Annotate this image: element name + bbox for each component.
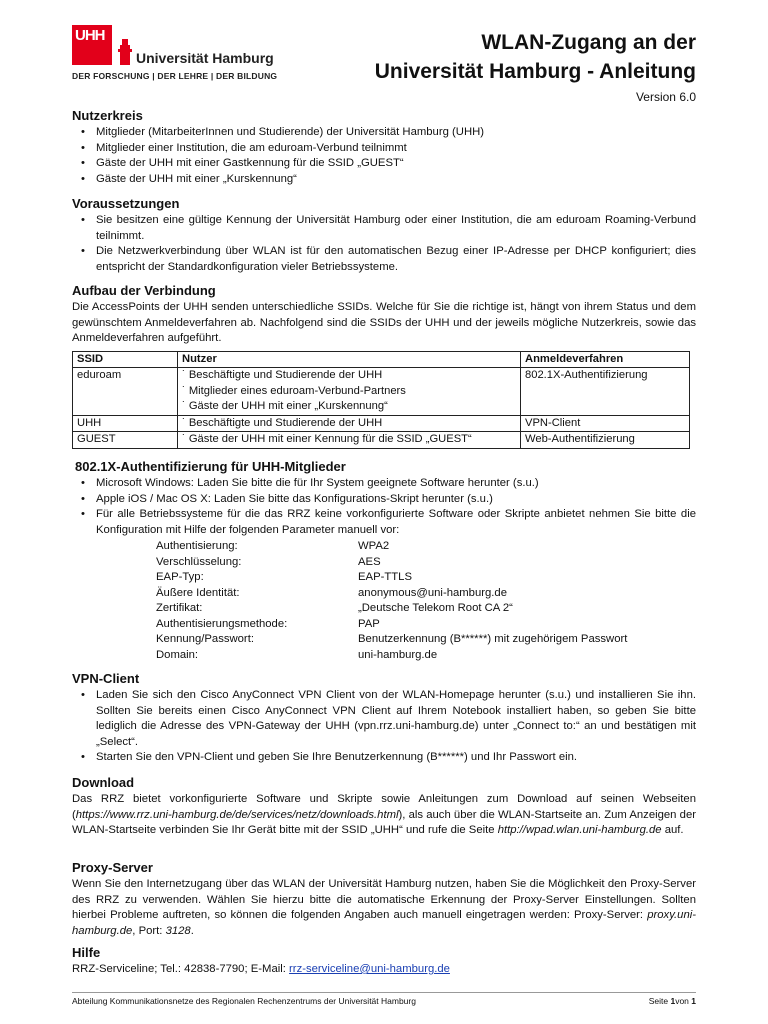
bullet-list [72, 476, 696, 538]
uhh-logo-mark-text: UHH [75, 27, 105, 44]
page-title-line2: Universität Hamburg - Anleitung [374, 60, 696, 83]
email-link[interactable]: rrz-serviceline@uni-hamburg.de [289, 963, 450, 975]
text-span: Das RRZ bietet vorkonfigurierte Software und Skripte sowie Anleitungen zum Download auf seinen Webseiten ( [72, 793, 696, 821]
parameter-row [156, 570, 696, 586]
parameter-key: Authentisierung: [156, 540, 238, 552]
list-item: • Sie besitzen eine gültige Kennung der Universität Hamburg oder einer Institution, die am eduroam Roaming-Verbund teilnimmt. [96, 213, 696, 244]
table-header: Nutzer [178, 351, 521, 368]
list-item: • Für alle Betriebssysteme für die das RRZ keine vorkonfigurierte Software oder Skripte anbietet nehmen Sie bitte die Konfiguration mit Hilfe der folgenden Parameter manuell vor: [96, 507, 696, 538]
parameter-key: Domain: [156, 648, 199, 661]
parameter-value: PAP [358, 617, 380, 630]
page-footer [72, 992, 696, 1006]
section-heading: Aufbau der Verbindung [72, 283, 216, 298]
parameter-row [156, 648, 696, 664]
list-item: • Microsoft Windows: Laden Sie bitte die für Ihr System geeignete Software herunter (s.u.) [96, 476, 696, 492]
table-cell: ˙ Beschäftigte und Studierende der UHH [178, 415, 521, 432]
text-span: Wenn Sie den Internetzugang über das WLAN der Universität Hamburg nutzen, haben Sie die Möglichkeit den Proxy-Server des RRZ zu verwenden. Wählen Sie hierzu bitte die automatische Erkennung der Proxy-Server Einstellungen. Sollten hierbei Probleme auftreten, so können die folgenden Angaben auch manuell eingetragen werden: Proxy-Server: [72, 878, 696, 921]
paragraph [72, 962, 696, 978]
parameter-value: uni-hamburg.de [358, 648, 438, 661]
list-item: • Starten Sie den VPN-Client und geben Sie Ihre Benutzerkennung (B******) und Ihr Passwort ein. [96, 750, 696, 766]
parameter-value: „Deutsche Telekom Root CA 2“ [358, 602, 513, 614]
table-cell: GUEST [73, 432, 178, 449]
paragraph [72, 792, 696, 839]
parameter-key: Verschlüsselung: [156, 555, 242, 568]
bullet-list [72, 213, 696, 275]
tower-icon [118, 39, 132, 65]
table-cell: ˙ Gäste der UHH mit einer Kennung für die SSID „GUEST“ [178, 432, 521, 449]
wpad-url[interactable]: http://wpad.wlan.uni-hamburg.de [497, 824, 662, 836]
parameter-value: WPA2 [358, 540, 390, 552]
table-header: SSID [73, 351, 178, 368]
section-vpn [72, 670, 696, 766]
section-heading: 802.1X-Authentifizierung für UHH-Mitglieder [75, 459, 346, 474]
proxy-port: 3128 [165, 924, 191, 937]
university-name: Universität Hamburg [136, 50, 274, 66]
section-heading: Voraussetzungen [72, 196, 180, 211]
text-span: ), als auch über die WLAN-Startseite an. Zum Anzeigen der WLAN-Startseite verbinden Sie Ihr Gerät bitte mit der SSID „UHH“ und rufe die Seite [72, 808, 696, 836]
cell-line: ˙ Mitglieder eines eduroam-Verbund-Partners [182, 384, 406, 397]
text-span: RRZ-Serviceline; Tel.: 42838-7790; E-Mail: [72, 963, 290, 975]
page-current: 1 [670, 996, 676, 1006]
list-item: • Laden Sie sich den Cisco AnyConnect VPN Client von der WLAN-Homepage herunter (s.u.) und installieren Sie ihn. Sollten Sie bereits einen Cisco AnyConnect VPN Client auf Ihrem Notebook installiert haben, so geben Sie bitte lediglich die Adresse des VPN-Gateway der UHH (vpn.rrz.uni-hamburg.de) unter „Connect to:“ an und bestätigen mit „Select“. [96, 688, 696, 750]
footer-text: Abteilung Kommunikationsnetze des Regionalen Rechenzentrums der Universität Hamburg [72, 996, 416, 1006]
parameter-value: Benutzerkennung (B******) mit zugehörigem Passwort [358, 633, 628, 645]
section-download [72, 774, 696, 839]
section-heading: Proxy-Server [72, 860, 153, 875]
section-aufbau [72, 282, 696, 449]
parameter-key: EAP-Typ: [156, 571, 204, 583]
section-heading: Hilfe [72, 945, 101, 960]
table-header-row [73, 351, 690, 368]
bullet-list [72, 125, 484, 187]
version-label: Version 6.0 [635, 90, 696, 104]
page-label: Seite [648, 996, 671, 1006]
table-cell: eduroam [73, 368, 178, 416]
list-item: • Die Netzwerkverbindung über WLAN ist für den automatischen Bezug einer IP-Adresse per DHCP konfiguriert; dies entspricht der Standardkonfiguration vieler Betriebssysteme. [96, 244, 696, 275]
table-header: Anmeldeverfahren [521, 351, 690, 368]
paragraph [72, 877, 696, 939]
list-item: • Mitglieder einer Institution, die am eduroam-Verbund teilnimmt [96, 141, 484, 157]
section-8021x [72, 458, 696, 663]
proxy-host: proxy.uni-hamburg.de [72, 909, 696, 937]
parameter-row [156, 601, 696, 617]
parameter-value: AES [358, 555, 381, 568]
uhh-logo-mark [72, 25, 112, 65]
ssid-table [72, 351, 690, 449]
text-span: , Port: [132, 924, 166, 937]
section-heading: Download [72, 775, 135, 790]
list-item: • Gäste der UHH mit einer Gastkennung für die SSID „GUEST“ [96, 156, 484, 172]
parameter-row [156, 632, 696, 648]
page-total: 1 [691, 996, 696, 1006]
page-of-label: von [675, 996, 692, 1006]
list-item: • Gäste der UHH mit einer „Kurskennung“ [96, 172, 484, 188]
table-row [73, 415, 690, 432]
section-heading: Nutzerkreis [72, 108, 143, 123]
parameter-row [156, 586, 696, 602]
section-nutzerkreis [72, 107, 484, 187]
table-row [73, 368, 690, 416]
table-cell: 802.1X-Authentifizierung [521, 368, 690, 416]
section-heading: VPN-Client [72, 671, 140, 686]
section-voraussetzungen [72, 195, 696, 275]
paragraph: Die AccessPoints der UHH senden unterschiedliche SSIDs. Welche für Sie die richtige ist, hängt von ihrem Status und dem gewünschtem Anmeldeverfahren ab. Nachfolgend sind die SSIDs der UHH und der jeweils mögliche Nutzerkreis, sowie das Anmeldeverfahren aufgeführt. [72, 301, 696, 344]
page-title-line1: WLAN-Zugang an der [481, 31, 696, 54]
parameter-key: Zertifikat: [156, 602, 203, 614]
university-slogan: DER FORSCHUNG | DER LEHRE | DER BILDUNG [72, 71, 278, 81]
table-cell [178, 368, 521, 416]
list-item: • Apple iOS / Mac OS X: Laden Sie bitte das Konfigurations-Skript herunter (s.u.) [96, 492, 696, 508]
section-proxy [72, 859, 696, 939]
table-cell: VPN-Client [521, 415, 690, 432]
parameter-key: Authentisierungsmethode: [156, 617, 288, 630]
page-number [649, 996, 696, 1006]
page-title [375, 28, 696, 86]
parameter-list [156, 539, 696, 663]
table-cell: Web-Authentifizierung [521, 432, 690, 449]
bullet-list [72, 688, 696, 766]
parameter-key: Kennung/Passwort: [156, 633, 254, 645]
section-hilfe [72, 944, 696, 978]
downloads-url[interactable]: https://www.rrz.uni-hamburg.de/de/services/netz/downloads.html [75, 808, 399, 821]
cell-line: ˙ Gäste der UHH mit einer „Kurskennung“ [182, 400, 388, 412]
table-row [73, 432, 690, 449]
parameter-value: EAP-TTLS [358, 571, 412, 583]
parameter-row [156, 539, 696, 555]
parameter-row [156, 617, 696, 633]
parameter-row [156, 555, 696, 571]
text-span: . [190, 924, 194, 937]
parameter-key: Äußere Identität: [156, 586, 240, 599]
list-item: • Mitglieder (MitarbeiterInnen und Studierende) der Universität Hamburg (UHH) [96, 125, 484, 141]
cell-line: ˙ Beschäftigte und Studierende der UHH [182, 369, 383, 381]
text-span: auf. [661, 824, 684, 836]
parameter-value: anonymous@uni-hamburg.de [358, 586, 507, 599]
table-cell: UHH [73, 415, 178, 432]
